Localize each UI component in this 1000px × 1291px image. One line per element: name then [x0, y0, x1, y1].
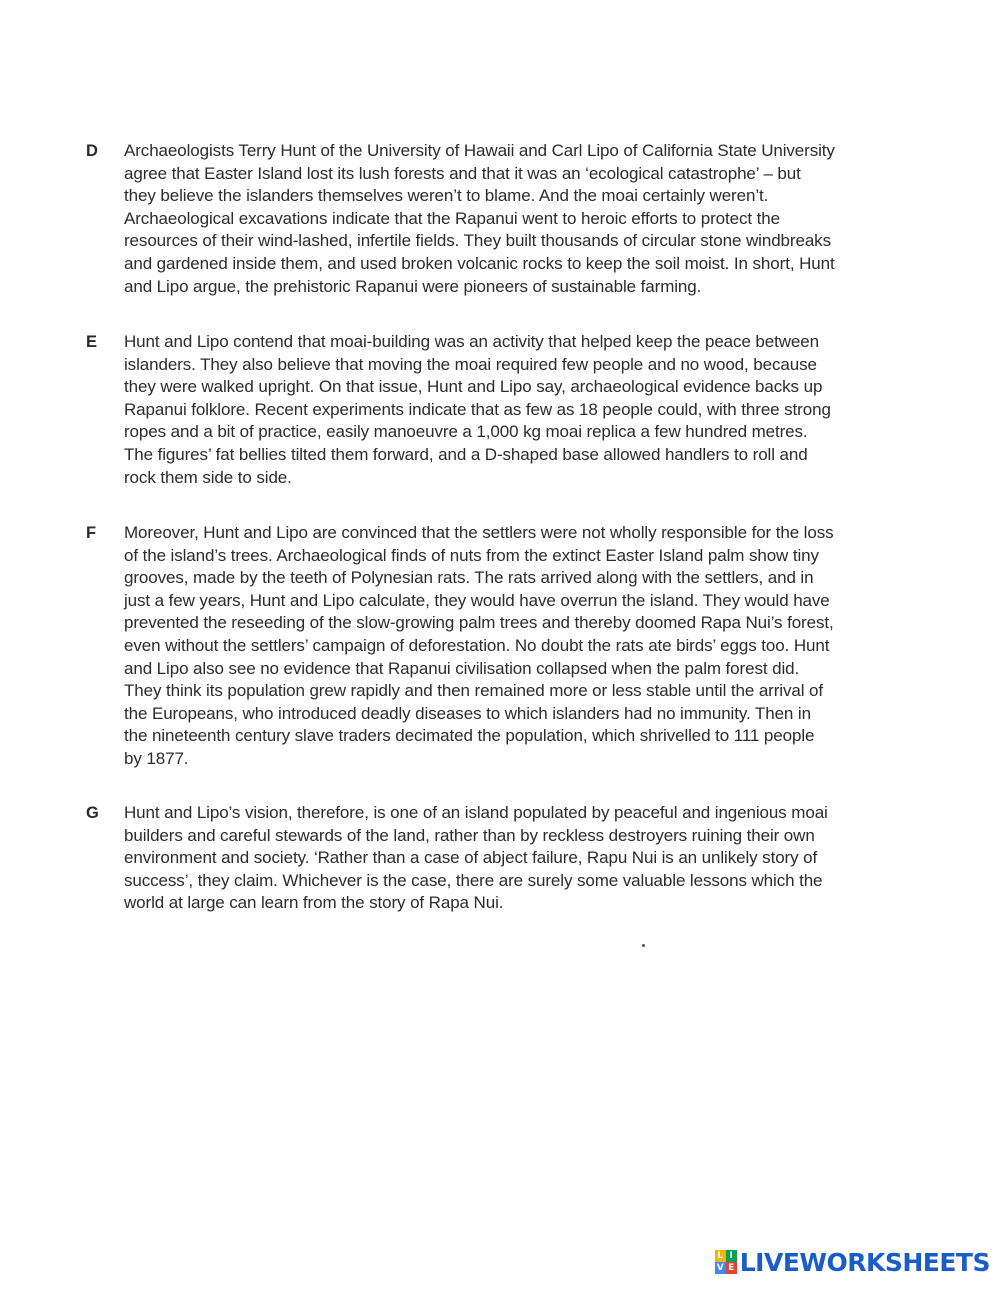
paragraph-text: Hunt and Lipo contend that moai-building was an activity that helped keep the peace between islanders. They also believe that moving the moai required few people and no wood, because they were walked upright. On that issue, Hunt and Lipo say, archaeological evidence backs up Rapanui folklore. Recent experiments indicate that as few as 18 people could, with three strong ropes and a bit of practice, easily manoeuvre a 1,000 kg moai replica a few hundred metres. The figures’ fat bellies tilted them forward, and a D-shaped base allowed handlers to roll and rock them side to side.: [124, 332, 831, 487]
logo-tile: V: [715, 1262, 726, 1274]
brand-name: LIVEWORKSHEETS: [739, 1247, 990, 1277]
paragraph-letter: E: [86, 333, 98, 351]
paragraph-letter: G: [86, 804, 99, 822]
liveworksheets-logo-icon: [715, 1250, 737, 1274]
paragraph-letter: F: [86, 524, 97, 542]
paragraph-text: Moreover, Hunt and Lipo are convinced that the settlers were not wholly responsible for the loss of the island’s trees. Archaeological finds of nuts from the extinct Easter Island palm show tiny grooves, made by the teeth of Polynesian rats. The rats arrived along with the settlers, and in just a few years, Hunt and Lipo calculate, they would have overrun the island. They would have prevented the reseeding of the slow-growing palm trees and thereby doomed Rapa Nui’s forest, even without the settlers’ campaign of deforestation. No doubt the rats ate birds’ eggs too. Hunt and Lipo also see no evidence that Rapanui civilisation collapsed when the palm forest did. They think its population grew rapidly and then remained more or less stable until the arrival of the Europeans, who introduced deadly diseases to which islanders had no immunity. Then in the nineteenth century slave traders decimated the population, which shrivelled to 111 people by 1877.: [124, 523, 834, 768]
liveworksheets-brand: [715, 1247, 990, 1277]
scan-speck: [642, 944, 645, 947]
logo-tile: L: [715, 1250, 726, 1262]
paragraph-text: Hunt and Lipo’s vision, therefore, is one of an island populated by peaceful and ingenious moai builders and careful stewards of the land, rather than by reckless destroyers ruining their own environment and society. ‘Rather than a case of abject failure, Rapu Nui is an unlikely story of success’, they claim. Whichever is the case, there are surely some valuable lessons which the world at large can learn from the story of Rapa Nui.: [124, 803, 828, 913]
paragraph-letter: D: [86, 142, 98, 160]
logo-tile: E: [726, 1262, 737, 1274]
paragraph-text: Archaeologists Terry Hunt of the University of Hawaii and Carl Lipo of California State University agree that Easter Island lost its lush forests and that it was an ‘ecological catastrophe’ – but they believe the islanders themselves weren’t to blame. And the moai certainly weren’t. Archaeological excavations indicate that the Rapanui went to heroic efforts to protect the resources of their wind-lashed, infertile fields. They built thousands of circular stone windbreaks and gardened inside them, and used broken volcanic rocks to keep the soil moist. In short, Hunt and Lipo argue, the prehistoric Rapanui were pioneers of sustainable farming.: [124, 141, 835, 296]
logo-tile: I: [726, 1250, 737, 1262]
